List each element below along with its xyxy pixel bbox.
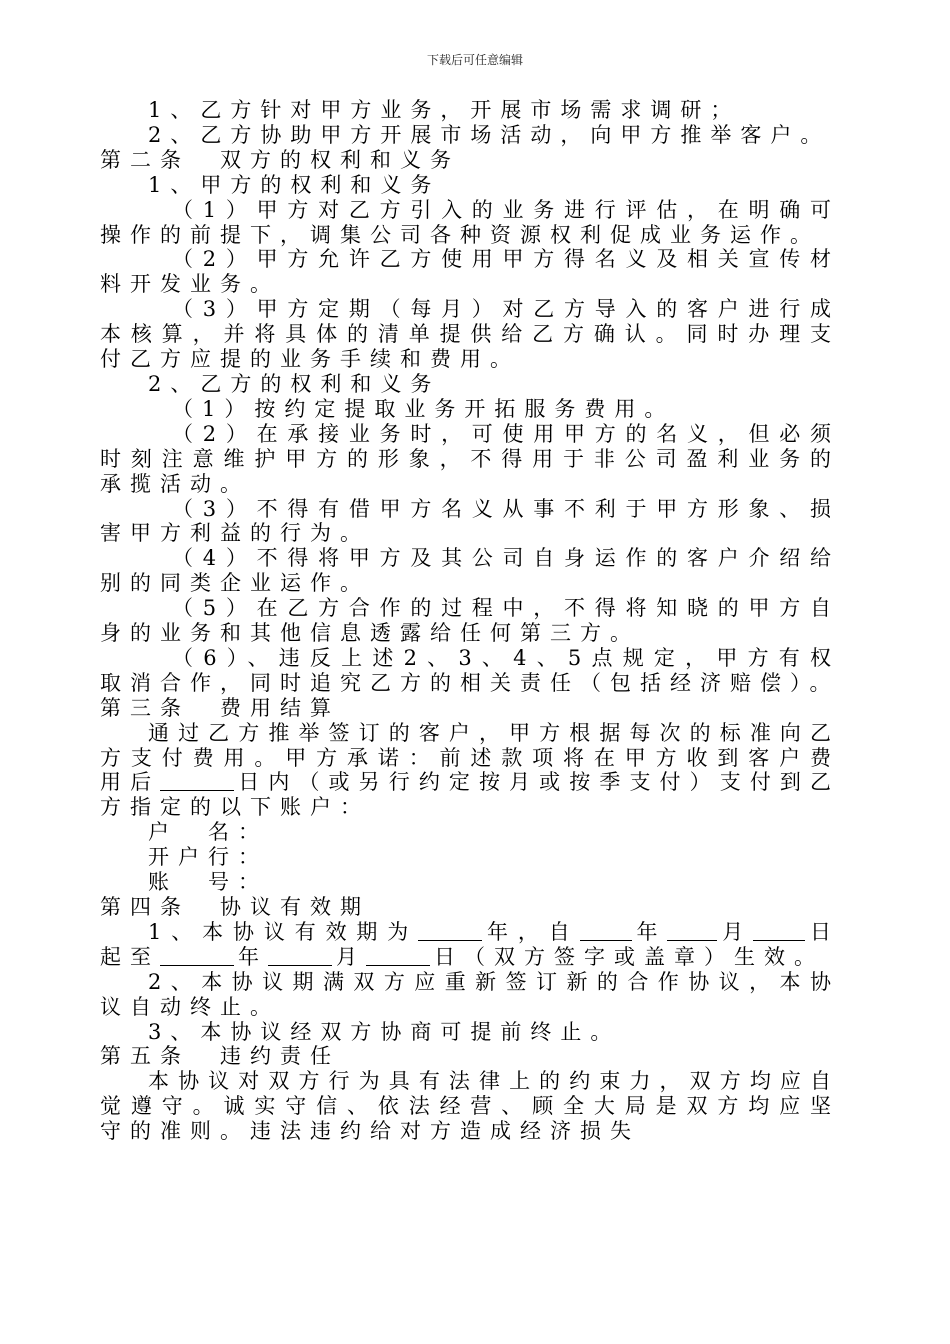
paragraph: （3）甲方定期（每月）对乙方导入的客户进行成本核算，并将具体的清单提供给乙方确认。同时办理支付乙方应提的业务手续和费用。 bbox=[100, 297, 840, 372]
section-heading: 第二条 双方的权利和义务 bbox=[100, 147, 460, 172]
subsection-heading: 1、甲方的权利和义务 bbox=[148, 172, 441, 197]
paragraph: 本协议对双方行为具有法律上的约束力，双方均应自觉遵守。诚实守信、依法经营、顾全大局是双方均应坚守的准则。违法违约给对方造成经济损失 bbox=[100, 1069, 840, 1144]
blank-start-month-field bbox=[667, 920, 717, 941]
paragraph: （5）在乙方合作的过程中，不得将知晓的甲方自身的业务和其他信息透露给任何第三方。 bbox=[100, 596, 840, 646]
paragraph-text: 通过乙方推举签订的客户，甲方根据每次的标准向乙方支付费用。甲方承诺：前述款项将在甲方收到客户费用后 bbox=[100, 720, 840, 795]
paragraph-text: 月 bbox=[336, 944, 366, 969]
paragraph-text: 年，自 bbox=[486, 919, 580, 944]
paragraph: （1）按约定提取业务开拓服务费用。 bbox=[172, 396, 675, 421]
paragraph-text: 月 bbox=[721, 919, 754, 944]
blank-end-month-field bbox=[268, 945, 332, 966]
section-heading: 第三条 费用结算 bbox=[100, 695, 340, 720]
paragraph-text: 日（双方签字或盖章）生效。 bbox=[434, 944, 824, 969]
paragraph-text: 日内（或另行约定按月或按季支付）支付到乙方指定的以下账户： bbox=[100, 770, 841, 820]
paragraph: （6）、违反上述2、3、4、5点规定，甲方有权取消合作，同时追究乙方的相关责任（包括经济赔偿）。 bbox=[100, 645, 840, 695]
blank-start-day-field bbox=[753, 920, 805, 941]
paragraph: （4）不得将甲方及其公司自身运作的客户介绍给别的同类企业运作。 bbox=[100, 546, 840, 596]
page-header: 下载后可任意编辑 bbox=[426, 53, 523, 67]
paragraph: （2）在承接业务时，可使用甲方的名义，但必须时刻注意维护甲方的形象，不得用于非公司盈利业务的承揽活动。 bbox=[100, 421, 840, 496]
paragraph-text: 日起至 bbox=[100, 919, 841, 969]
paragraph: 1、乙方针对甲方业务，开展市场需求调研； bbox=[148, 98, 741, 122]
paragraph bbox=[100, 920, 840, 970]
paragraph bbox=[100, 721, 840, 821]
paragraph-text: 年 bbox=[238, 944, 268, 969]
paragraph: （3）不得有借甲方名义从事不利于甲方形象、损害甲方利益的行为。 bbox=[100, 496, 840, 546]
bank-label: 开户行： bbox=[148, 845, 268, 870]
subsection-heading: 2、乙方的权利和义务 bbox=[148, 371, 441, 396]
paragraph: （2）甲方允许乙方使用甲方得名义及相关宣传材料开发业务。 bbox=[100, 247, 840, 297]
section-heading: 第四条 协议有效期 bbox=[100, 895, 370, 919]
document-body bbox=[100, 98, 840, 1144]
blank-end-year-field bbox=[160, 945, 234, 966]
account-number-label: 账 号： bbox=[148, 870, 268, 895]
paragraph-text: 年 bbox=[635, 919, 668, 944]
paragraph: 2、乙方协助甲方开展市场活动，向甲方推举客户。 bbox=[148, 122, 831, 147]
paragraph: 3、本协议经双方协商可提前终止。 bbox=[148, 1019, 621, 1044]
paragraph: 2、本协议期满双方应重新签订新的合作协议，本协议自动终止。 bbox=[100, 969, 840, 1019]
blank-days-field bbox=[160, 770, 234, 791]
section-heading: 第五条 违约责任 bbox=[100, 1044, 340, 1069]
account-name-label: 户 名： bbox=[148, 820, 268, 845]
blank-years-field bbox=[418, 920, 482, 941]
blank-start-year-field bbox=[580, 920, 632, 941]
paragraph-text: 1、本协议有效期为 bbox=[148, 919, 419, 944]
blank-end-day-field bbox=[366, 945, 430, 966]
paragraph: （1）甲方对乙方引入的业务进行评估，在明确可操作的前提下，调集公司各种资源权利促成业务运作。 bbox=[100, 197, 840, 247]
